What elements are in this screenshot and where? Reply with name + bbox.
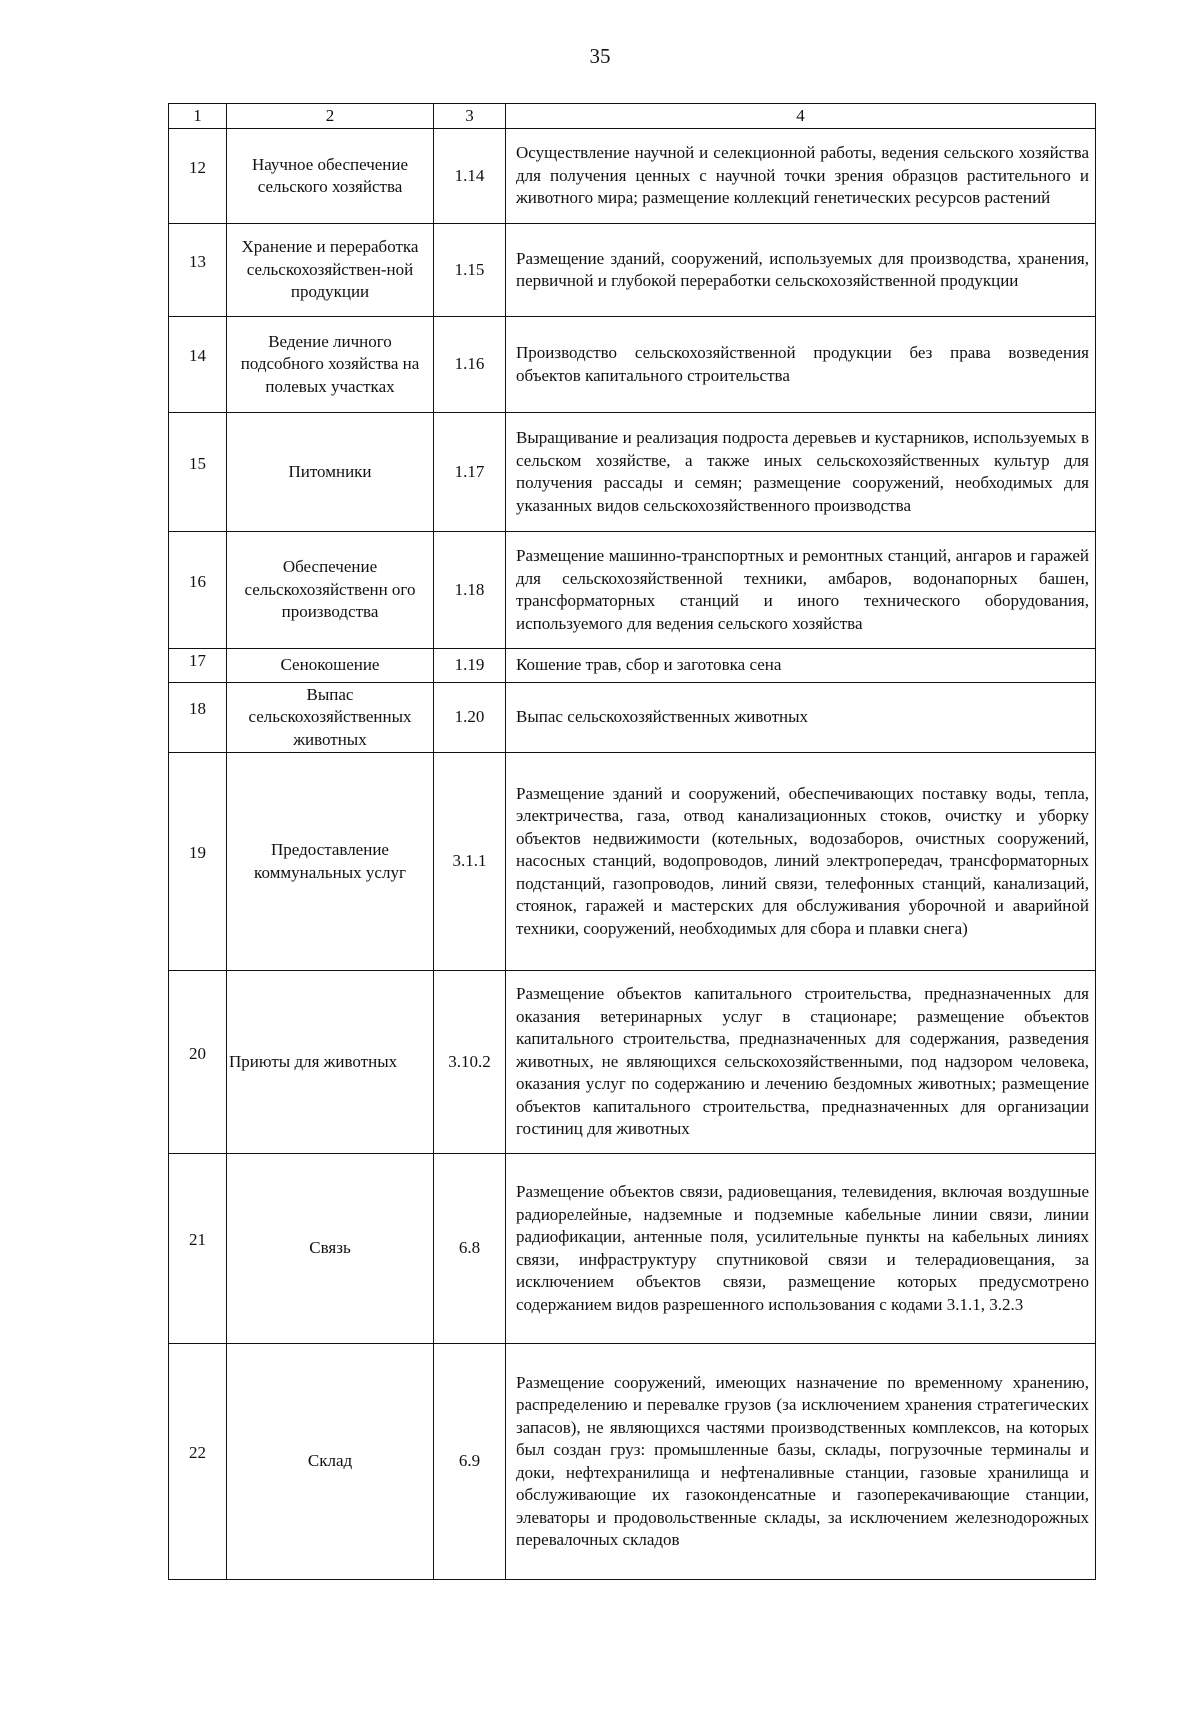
row-code: 1.20 (434, 683, 506, 753)
row-name: Выпас сельскохозяйственных животных (227, 683, 434, 753)
row-description: Размещение сооружений, имеющих назначение по временному хранению, распределению и перевалке грузов (за исключением хранения стратегических запасов), не являющихся частями производственных комплексов, на которых был создан груз: промышленные базы, склады, погрузочные терминалы и доки, нефтехранилища и нефтеналивные станции, газовые хранилища и обслуживающие их газоконденсатные и газоперекачивающие станции, элеваторы и продовольственные склады, за исключением железнодорожных перевалочных складов (506, 1344, 1096, 1580)
land-use-table (168, 103, 1096, 1580)
row-description: Размещение объектов связи, радиовещания, телевидения, включая воздушные радиорелейные, надземные и подземные кабельные линии связи, линии радиофикации, антенные поля, усилительные пункты на кабельных линиях связи, инфраструктуру спутниковой связи и телерадиовещания, за исключением объектов связи, размещение которых предусмотрено содержанием видов разрешенного использования с кодами 3.1.1, 3.2.3 (506, 1154, 1096, 1344)
row-name: Питомники (227, 413, 434, 532)
table-row (169, 1344, 1096, 1580)
row-description: Размещение зданий и сооружений, обеспечивающих поставку воды, тепла, электричества, газа, отвод канализационных стоков, очистку и уборку объектов недвижимости (котельных, водозаборов, очистных сооружений, насосных станций, водопроводов, линий электропередач, трансформаторных подстанций, газопроводов, линий связи, телефонных станций, канализаций, стоянок, гаражей и мастерских для обслуживания уборочной и аварийной техники, сооружений, необходимых для сбора и плавки снега) (506, 753, 1096, 971)
header-row (169, 104, 1096, 129)
row-name: Склад (227, 1344, 434, 1580)
row-code: 3.10.2 (434, 971, 506, 1154)
table-row (169, 1154, 1096, 1344)
row-number: 12 (189, 157, 206, 177)
table-row (169, 532, 1096, 649)
row-number: 21 (189, 1230, 206, 1250)
row-description: Выпас сельскохозяйственных животных (506, 683, 1096, 753)
row-number: 15 (189, 453, 206, 473)
table-row (169, 317, 1096, 413)
row-number: 13 (189, 251, 206, 271)
table-row (169, 413, 1096, 532)
row-name: Приюты для животных (227, 971, 434, 1154)
row-description: Производство сельскохозяйственной продукции без права возведения объектов капитального строительства (506, 317, 1096, 413)
table-row (169, 683, 1096, 753)
header-col-3: 3 (434, 104, 506, 129)
table-row (169, 649, 1096, 683)
row-name: Хранение и переработка сельскохозяйствен-ной продукции (227, 224, 434, 317)
row-description: Осуществление научной и селекционной работы, ведения сельского хозяйства для получения ценных с научной точки зрения образцов растительного и животного мира; размещение коллекций генетических ресурсов растений (506, 129, 1096, 224)
row-code: 6.8 (434, 1154, 506, 1344)
row-number: 17 (189, 651, 206, 671)
row-name: Научное обеспечение сельского хозяйства (227, 129, 434, 224)
row-name: Связь (227, 1154, 434, 1344)
row-number: 16 (189, 571, 206, 591)
table-row (169, 224, 1096, 317)
row-number: 14 (189, 346, 206, 366)
row-description: Размещение зданий, сооружений, используемых для производства, хранения, первичной и глубокой переработки сельскохозяйственной продукции (506, 224, 1096, 317)
row-code: 1.19 (434, 649, 506, 683)
header-col-4: 4 (506, 104, 1096, 129)
row-number: 22 (189, 1443, 206, 1463)
row-description: Выращивание и реализация подроста деревьев и кустарников, используемых в сельском хозяйстве, а также иных сельскохозяйственных культур для получения рассады и семян; размещение сооружений, необходимых для указанных видов сельскохозяйственного производства (506, 413, 1096, 532)
row-code: 1.18 (434, 532, 506, 649)
row-name: Ведение личного подсобного хозяйства на полевых участках (227, 317, 434, 413)
row-code: 1.17 (434, 413, 506, 532)
row-description: Размещение объектов капитального строительства, предназначенных для оказания ветеринарных услуг в стационаре; размещение объектов капитального строительства, предназначенных для содержания, разведения животных, не являющихся сельскохозяйственными, под надзором человека, оказания услуг по содержанию и лечению бездомных животных; размещение объектов капитального строительства, предназначенных для организации гостиниц для животных (506, 971, 1096, 1154)
row-code: 1.16 (434, 317, 506, 413)
row-name: Обеспечение сельскохозяйственн ого производства (227, 532, 434, 649)
table-row (169, 971, 1096, 1154)
row-number: 20 (189, 1043, 206, 1063)
row-description: Кошение трав, сбор и заготовка сена (506, 649, 1096, 683)
row-code: 3.1.1 (434, 753, 506, 971)
row-number: 18 (189, 699, 206, 719)
row-name: Предоставление коммунальных услуг (227, 753, 434, 971)
row-name: Сенокошение (227, 649, 434, 683)
row-description: Размещение машинно-транспортных и ремонтных станций, ангаров и гаражей для сельскохозяйственной техники, амбаров, водонапорных башен, трансформаторных станций и иного технического оборудования, используемого для ведения сельского хозяйства (506, 532, 1096, 649)
page-number: 35 (589, 44, 611, 68)
table-row (169, 753, 1096, 971)
table-row (169, 129, 1096, 224)
row-code: 1.15 (434, 224, 506, 317)
row-code: 6.9 (434, 1344, 506, 1580)
header-col-1: 1 (169, 104, 227, 129)
header-col-2: 2 (227, 104, 434, 129)
row-number: 19 (189, 843, 206, 863)
row-code: 1.14 (434, 129, 506, 224)
